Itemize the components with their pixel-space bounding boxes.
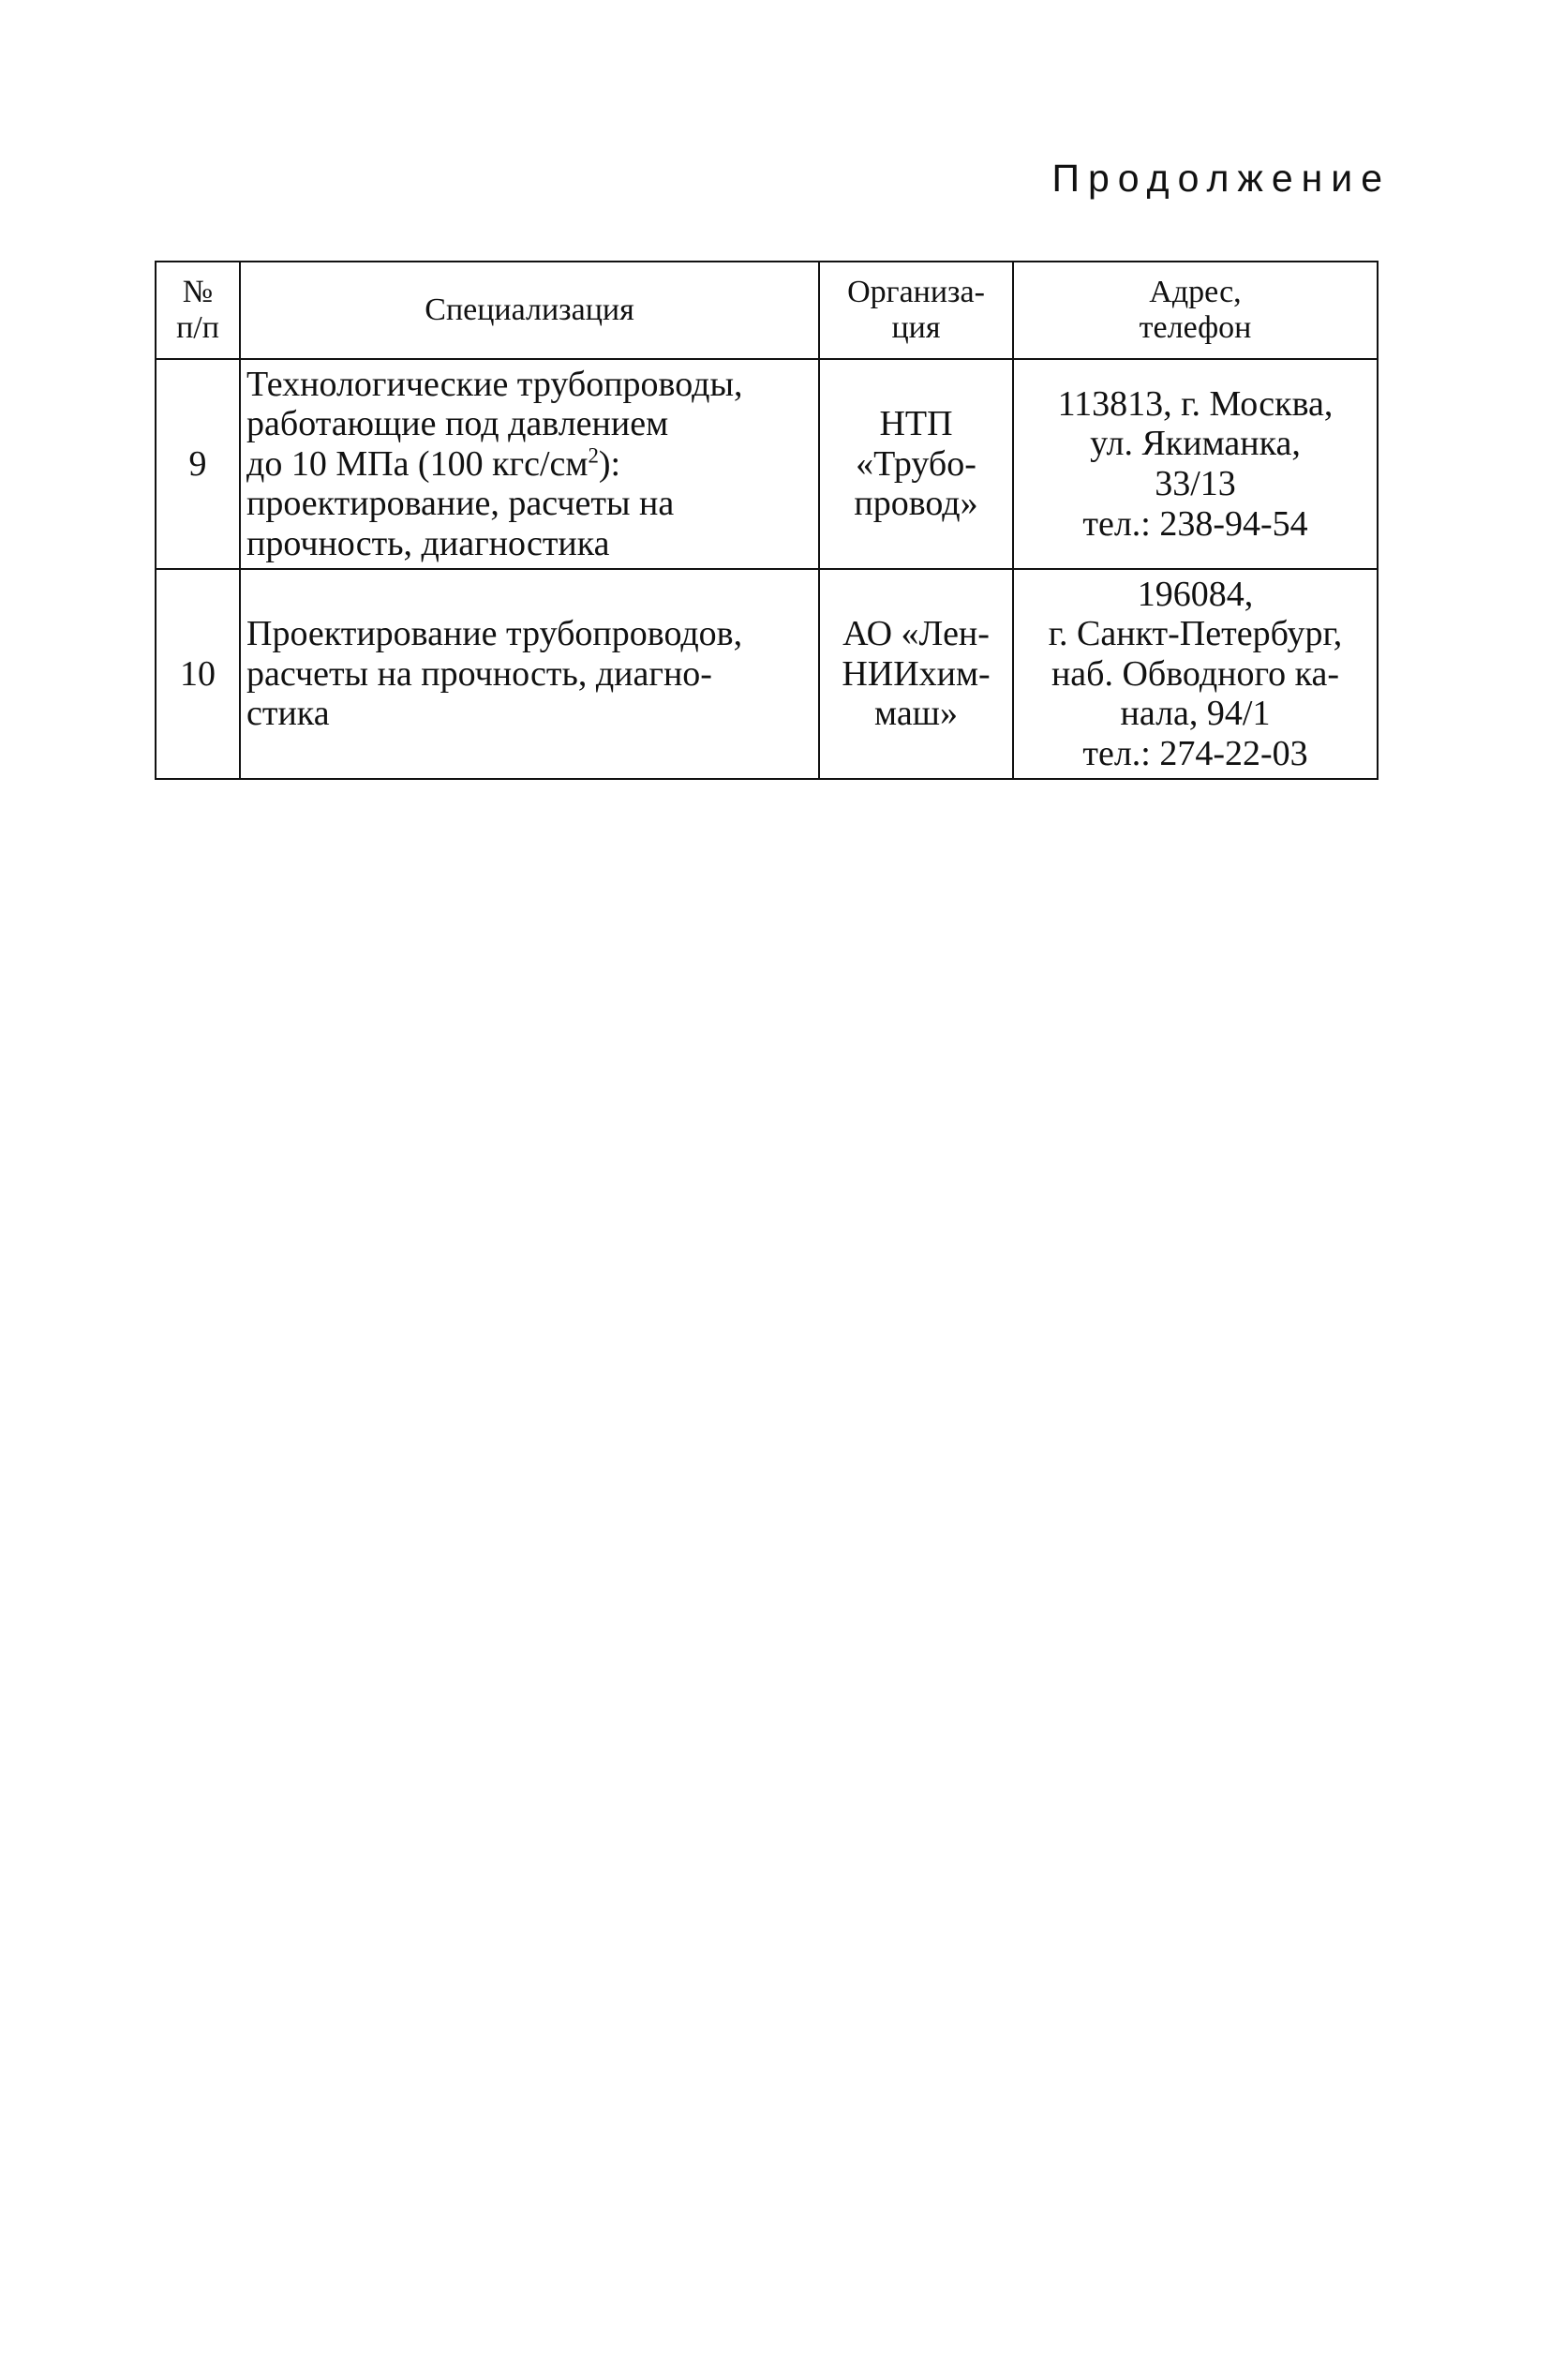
header-address-line: Адрес,: [1149, 274, 1242, 309]
header-number: [156, 262, 240, 359]
row-specialization: [240, 569, 819, 779]
address-line: 33/13: [1155, 464, 1236, 503]
superscript: 2: [588, 443, 599, 468]
address-line: наб. Обводного ка-: [1051, 653, 1340, 694]
header-organization: [819, 262, 1013, 359]
address-line: 196084,: [1137, 574, 1254, 614]
table-row: [156, 359, 1378, 569]
header-specialization-line: Специализация: [425, 292, 634, 327]
specialization-line: Технологические трубопроводы,: [246, 364, 743, 404]
row-address: [1013, 359, 1378, 569]
specialization-line: стика: [246, 694, 330, 734]
header-organization-line: Организа-: [847, 274, 985, 309]
continuation-label: Продолжение: [1051, 157, 1391, 200]
table-row: [156, 569, 1378, 779]
address-line: тел.: 274-22-03: [1082, 733, 1308, 773]
header-specialization: [240, 262, 819, 359]
address-line: г. Санкт-Петербург,: [1048, 614, 1343, 654]
header-organization-line: ция: [891, 310, 941, 345]
specialization-line: проектирование, расчеты на: [246, 484, 675, 524]
specialization-line: прочность, диагностика: [246, 523, 610, 563]
organization-line: «Трубо-: [856, 443, 976, 484]
organization-line: НТП: [879, 404, 953, 444]
organizations-table: [155, 261, 1379, 780]
organization-line: провод»: [854, 484, 978, 524]
header-address: [1013, 262, 1378, 359]
specialization-line: работающие под давлением: [246, 404, 669, 444]
organization-line: АО «Лен-: [842, 614, 990, 654]
address-line: тел.: 238-94-54: [1082, 503, 1308, 544]
specialization-text: до 10 МПа (100 кгс/см: [246, 443, 589, 484]
header-address-line: телефон: [1139, 310, 1252, 345]
specialization-text: ):: [598, 443, 621, 484]
header-number-line: №: [182, 274, 214, 309]
row-number: 10: [156, 569, 240, 779]
organization-line: НИИхим-: [842, 653, 991, 694]
row-number: 9: [156, 359, 240, 569]
address-line: 113813, г. Москва,: [1057, 383, 1334, 424]
row-organization: [819, 359, 1013, 569]
row-address: [1013, 569, 1378, 779]
address-line: нала, 94/1: [1120, 694, 1271, 734]
specialization-line: Проектирование трубопроводов,: [246, 614, 743, 654]
table-header-row: [156, 262, 1378, 359]
row-specialization: [240, 359, 819, 569]
header-number-line: п/п: [176, 310, 219, 345]
specialization-line: расчеты на прочность, диагно-: [246, 653, 712, 694]
row-organization: [819, 569, 1013, 779]
specialization-line: [246, 444, 812, 485]
organization-line: маш»: [874, 694, 958, 734]
address-line: ул. Якиманка,: [1090, 424, 1301, 464]
